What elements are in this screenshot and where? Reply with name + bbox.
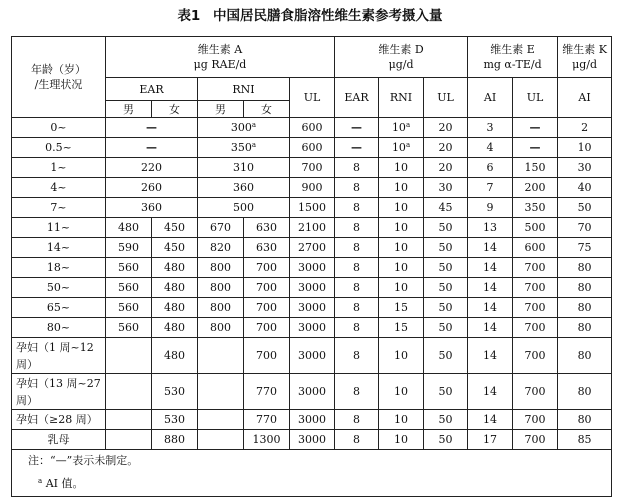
k-ai-cell: 30 — [558, 158, 612, 178]
k-ai-header: AI — [558, 78, 612, 118]
d-rni-value: 10 — [391, 121, 406, 134]
d-ul-cell: 20 — [424, 158, 468, 178]
d-ear-cell: 8 — [335, 298, 379, 318]
rni-female-cell: 700 — [244, 258, 290, 278]
d-ear-cell: 8 — [335, 158, 379, 178]
table-row — [12, 238, 612, 258]
e-ul-cell: 700 — [513, 278, 558, 298]
d-ul-cell: 20 — [424, 118, 468, 138]
d-ul-cell: 20 — [424, 138, 468, 158]
footnote-a-marker: a — [405, 121, 411, 129]
age-cell: 0.5~ — [12, 138, 106, 158]
a-ul-cell: 3000 — [290, 298, 335, 318]
note-ai-text: AI 值。 — [45, 476, 84, 490]
ear-female-cell: 480 — [152, 298, 198, 318]
a-ear-cell: — — [106, 138, 198, 158]
d-rni-cell: 10 — [379, 410, 424, 430]
ear-female-header: 女 — [152, 101, 198, 118]
table-row — [12, 298, 612, 318]
age-header-line2: /生理状况 — [34, 78, 83, 91]
ear-male-cell: 560 — [106, 278, 152, 298]
a-ul-cell: 3000 — [290, 278, 335, 298]
e-ai-cell: 6 — [468, 158, 513, 178]
e-ai-cell: 14 — [468, 258, 513, 278]
table-row — [12, 410, 612, 430]
rni-female-cell: 770 — [244, 374, 290, 410]
a-ul-cell: 900 — [290, 178, 335, 198]
d-ul-cell: 45 — [424, 198, 468, 218]
ear-female-cell: 450 — [152, 218, 198, 238]
age-cell: 65~ — [12, 298, 106, 318]
vitamin-d-name: 维生素 D — [378, 43, 424, 56]
d-rni-cell: 10 — [379, 198, 424, 218]
vitamin-k-header — [558, 37, 612, 78]
age-cell: 80~ — [12, 318, 106, 338]
d-ear-cell: 8 — [335, 430, 379, 450]
d-ear-cell: — — [335, 138, 379, 158]
e-ul-cell: 700 — [513, 318, 558, 338]
ear-female-cell: 450 — [152, 238, 198, 258]
a-ul-cell: 600 — [290, 118, 335, 138]
d-ul-cell: 50 — [424, 298, 468, 318]
ear-male-header: 男 — [106, 101, 152, 118]
age-cell: 孕妇（1 周~12 周） — [12, 338, 106, 374]
ear-female-cell: 480 — [152, 318, 198, 338]
d-ear-cell: 8 — [335, 218, 379, 238]
ear-male-cell — [106, 430, 152, 450]
a-ear-cell: 220 — [106, 158, 198, 178]
table-row — [12, 318, 612, 338]
k-ai-cell: 80 — [558, 410, 612, 430]
vitamin-d-header — [335, 37, 468, 78]
d-ear-header: EAR — [335, 78, 379, 118]
rni-female-cell: 630 — [244, 238, 290, 258]
k-ai-cell: 85 — [558, 430, 612, 450]
k-ai-cell: 50 — [558, 198, 612, 218]
e-ai-cell: 7 — [468, 178, 513, 198]
footnote-a-marker: a — [251, 141, 257, 149]
d-ear-cell: 8 — [335, 178, 379, 198]
age-cell: 0~ — [12, 118, 106, 138]
a-rni-cell — [198, 118, 290, 138]
e-ai-cell: 14 — [468, 410, 513, 430]
e-ul-cell: — — [513, 118, 558, 138]
table-title — [0, 4, 620, 28]
d-ear-cell: 8 — [335, 374, 379, 410]
a-ul-cell: 600 — [290, 138, 335, 158]
vitamin-e-name: 维生素 E — [490, 43, 535, 56]
table-row — [12, 374, 612, 410]
d-ear-cell: 8 — [335, 318, 379, 338]
d-ul-cell: 50 — [424, 278, 468, 298]
ear-male-cell: 560 — [106, 298, 152, 318]
rni-male-cell: 800 — [198, 278, 244, 298]
a-ul-cell: 3000 — [290, 430, 335, 450]
rni-male-cell: 670 — [198, 218, 244, 238]
table-number: 表1 — [177, 8, 201, 24]
ear-female-cell: 480 — [152, 338, 198, 374]
d-rni-cell: 10 — [379, 238, 424, 258]
a-ul-cell: 1500 — [290, 198, 335, 218]
rni-male-header: 男 — [198, 101, 244, 118]
vitamin-k-unit: μg/d — [572, 58, 598, 71]
a-ul-cell: 2700 — [290, 238, 335, 258]
table-caption: 中国居民膳食脂溶性维生素参考摄入量 — [213, 8, 443, 24]
k-ai-cell: 75 — [558, 238, 612, 258]
d-ul-cell: 50 — [424, 258, 468, 278]
table-row — [12, 218, 612, 238]
age-header-line1: 年龄（岁） — [31, 63, 86, 76]
age-cell: 50~ — [12, 278, 106, 298]
d-rni-cell — [379, 138, 424, 158]
ear-male-cell — [106, 374, 152, 410]
footnote-a-marker: a — [38, 476, 43, 485]
d-ul-cell: 30 — [424, 178, 468, 198]
k-ai-cell: 40 — [558, 178, 612, 198]
d-ul-cell: 50 — [424, 338, 468, 374]
e-ul-cell: — — [513, 138, 558, 158]
e-ul-cell: 700 — [513, 374, 558, 410]
d-ul-cell: 50 — [424, 318, 468, 338]
header-row-1 — [12, 37, 612, 78]
rni-male-cell: 800 — [198, 298, 244, 318]
rni-female-cell: 700 — [244, 338, 290, 374]
age-header — [12, 37, 106, 118]
e-ai-cell: 14 — [468, 318, 513, 338]
e-ul-cell: 150 — [513, 158, 558, 178]
note-row — [12, 450, 612, 471]
d-ul-cell: 50 — [424, 374, 468, 410]
note-ai — [12, 470, 612, 497]
age-cell: 1~ — [12, 158, 106, 178]
a-ul-header: UL — [290, 78, 335, 118]
a-ul-cell: 3000 — [290, 318, 335, 338]
e-ul-cell: 700 — [513, 410, 558, 430]
vitamin-d-unit: μg/d — [388, 58, 414, 71]
rni-male-cell — [198, 338, 244, 374]
vitamin-e-header — [468, 37, 558, 78]
age-cell: 孕妇（13 周~27 周） — [12, 374, 106, 410]
ear-male-cell: 560 — [106, 258, 152, 278]
rni-female-cell: 630 — [244, 218, 290, 238]
k-ai-cell: 70 — [558, 218, 612, 238]
d-ear-cell: 8 — [335, 410, 379, 430]
k-ai-cell: 80 — [558, 278, 612, 298]
footnote-a-marker: a — [251, 121, 257, 129]
a-rni-cell: 310 — [198, 158, 290, 178]
a-ear-header: EAR — [106, 78, 198, 101]
a-ul-cell: 3000 — [290, 374, 335, 410]
a-rni-cell: 500 — [198, 198, 290, 218]
rni-female-cell: 700 — [244, 318, 290, 338]
rni-male-cell: 820 — [198, 238, 244, 258]
table-row — [12, 118, 612, 138]
rni-male-cell: 800 — [198, 258, 244, 278]
d-rni-cell: 10 — [379, 374, 424, 410]
vitamin-k-name: 维生素 K — [562, 43, 607, 56]
rni-male-cell — [198, 374, 244, 410]
age-cell: 11~ — [12, 218, 106, 238]
d-ear-cell: 8 — [335, 338, 379, 374]
a-ul-cell: 3000 — [290, 338, 335, 374]
e-ai-cell: 13 — [468, 218, 513, 238]
d-rni-cell: 10 — [379, 178, 424, 198]
e-ul-cell: 700 — [513, 338, 558, 374]
rni-female-cell: 770 — [244, 410, 290, 430]
k-ai-cell: 80 — [558, 318, 612, 338]
d-ear-cell: 8 — [335, 278, 379, 298]
rni-female-cell: 700 — [244, 278, 290, 298]
vitamin-table — [11, 36, 612, 497]
age-cell: 孕妇（≥28 周） — [12, 410, 106, 430]
a-rni-cell: 360 — [198, 178, 290, 198]
d-ul-cell: 50 — [424, 410, 468, 430]
a-ul-cell: 700 — [290, 158, 335, 178]
rni-female-header: 女 — [244, 101, 290, 118]
e-ul-cell: 200 — [513, 178, 558, 198]
age-cell: 14~ — [12, 238, 106, 258]
a-ul-cell: 3000 — [290, 258, 335, 278]
a-rni-value: 350 — [230, 141, 252, 154]
d-ul-header: UL — [424, 78, 468, 118]
e-ai-cell: 14 — [468, 238, 513, 258]
d-ul-cell: 50 — [424, 430, 468, 450]
ear-female-cell: 530 — [152, 374, 198, 410]
table-row — [12, 198, 612, 218]
ear-male-cell: 590 — [106, 238, 152, 258]
table-row — [12, 430, 612, 450]
age-cell: 7~ — [12, 198, 106, 218]
age-cell: 18~ — [12, 258, 106, 278]
e-ai-cell: 14 — [468, 278, 513, 298]
e-ai-cell: 14 — [468, 338, 513, 374]
e-ul-cell: 600 — [513, 238, 558, 258]
footnote-a-marker: a — [405, 141, 411, 149]
a-ear-cell: 360 — [106, 198, 198, 218]
vitamin-a-unit: μg RAE/d — [193, 58, 247, 71]
rni-female-cell: 700 — [244, 298, 290, 318]
k-ai-cell: 2 — [558, 118, 612, 138]
a-ul-cell: 2100 — [290, 218, 335, 238]
e-ul-cell: 700 — [513, 258, 558, 278]
table-row — [12, 258, 612, 278]
table-row — [12, 178, 612, 198]
e-ul-cell: 700 — [513, 430, 558, 450]
d-rni-cell: 15 — [379, 298, 424, 318]
a-rni-cell — [198, 138, 290, 158]
k-ai-cell: 80 — [558, 374, 612, 410]
d-rni-cell: 10 — [379, 258, 424, 278]
vitamin-a-name: 维生素 A — [197, 43, 243, 56]
e-ul-cell: 500 — [513, 218, 558, 238]
table-row — [12, 158, 612, 178]
table-row — [12, 338, 612, 374]
d-ear-cell: 8 — [335, 198, 379, 218]
a-rni-value: 300 — [230, 121, 252, 134]
d-rni-cell: 10 — [379, 158, 424, 178]
k-ai-cell: 80 — [558, 338, 612, 374]
note-undefined: 注：“—”表示未制定。 — [12, 450, 612, 471]
e-ai-cell: 9 — [468, 198, 513, 218]
vitamin-a-header — [106, 37, 335, 78]
k-ai-cell: 10 — [558, 138, 612, 158]
k-ai-cell: 80 — [558, 298, 612, 318]
table-row — [12, 278, 612, 298]
rni-female-cell: 1300 — [244, 430, 290, 450]
table-row — [12, 138, 612, 158]
e-ul-cell: 350 — [513, 198, 558, 218]
rni-male-cell: 800 — [198, 318, 244, 338]
ear-female-cell: 480 — [152, 258, 198, 278]
d-ear-cell: 8 — [335, 258, 379, 278]
vitamin-e-unit: mg α-TE/d — [483, 58, 542, 71]
d-rni-cell: 10 — [379, 338, 424, 374]
rni-male-cell — [198, 430, 244, 450]
e-ai-cell: 3 — [468, 118, 513, 138]
d-rni-header: RNI — [379, 78, 424, 118]
ear-male-cell: 480 — [106, 218, 152, 238]
e-ai-header: AI — [468, 78, 513, 118]
a-ear-cell: — — [106, 118, 198, 138]
d-rni-cell — [379, 118, 424, 138]
age-cell: 4~ — [12, 178, 106, 198]
e-ai-cell: 17 — [468, 430, 513, 450]
e-ai-cell: 14 — [468, 298, 513, 318]
d-rni-cell: 10 — [379, 278, 424, 298]
d-ear-cell: — — [335, 118, 379, 138]
ear-female-cell: 480 — [152, 278, 198, 298]
ear-male-cell — [106, 338, 152, 374]
d-ul-cell: 50 — [424, 238, 468, 258]
d-rni-cell: 10 — [379, 218, 424, 238]
e-ul-cell: 700 — [513, 298, 558, 318]
d-rni-value: 10 — [391, 141, 406, 154]
d-ul-cell: 50 — [424, 218, 468, 238]
ear-male-cell: 560 — [106, 318, 152, 338]
a-ul-cell: 3000 — [290, 410, 335, 430]
e-ai-cell: 4 — [468, 138, 513, 158]
age-cell: 乳母 — [12, 430, 106, 450]
a-rni-header: RNI — [198, 78, 290, 101]
ear-female-cell: 530 — [152, 410, 198, 430]
rni-male-cell — [198, 410, 244, 430]
k-ai-cell: 80 — [558, 258, 612, 278]
ear-female-cell: 880 — [152, 430, 198, 450]
ear-male-cell — [106, 410, 152, 430]
e-ai-cell: 14 — [468, 374, 513, 410]
d-ear-cell: 8 — [335, 238, 379, 258]
e-ul-header: UL — [513, 78, 558, 118]
d-rni-cell: 15 — [379, 318, 424, 338]
a-ear-cell: 260 — [106, 178, 198, 198]
d-rni-cell: 10 — [379, 430, 424, 450]
note-row — [12, 470, 612, 497]
